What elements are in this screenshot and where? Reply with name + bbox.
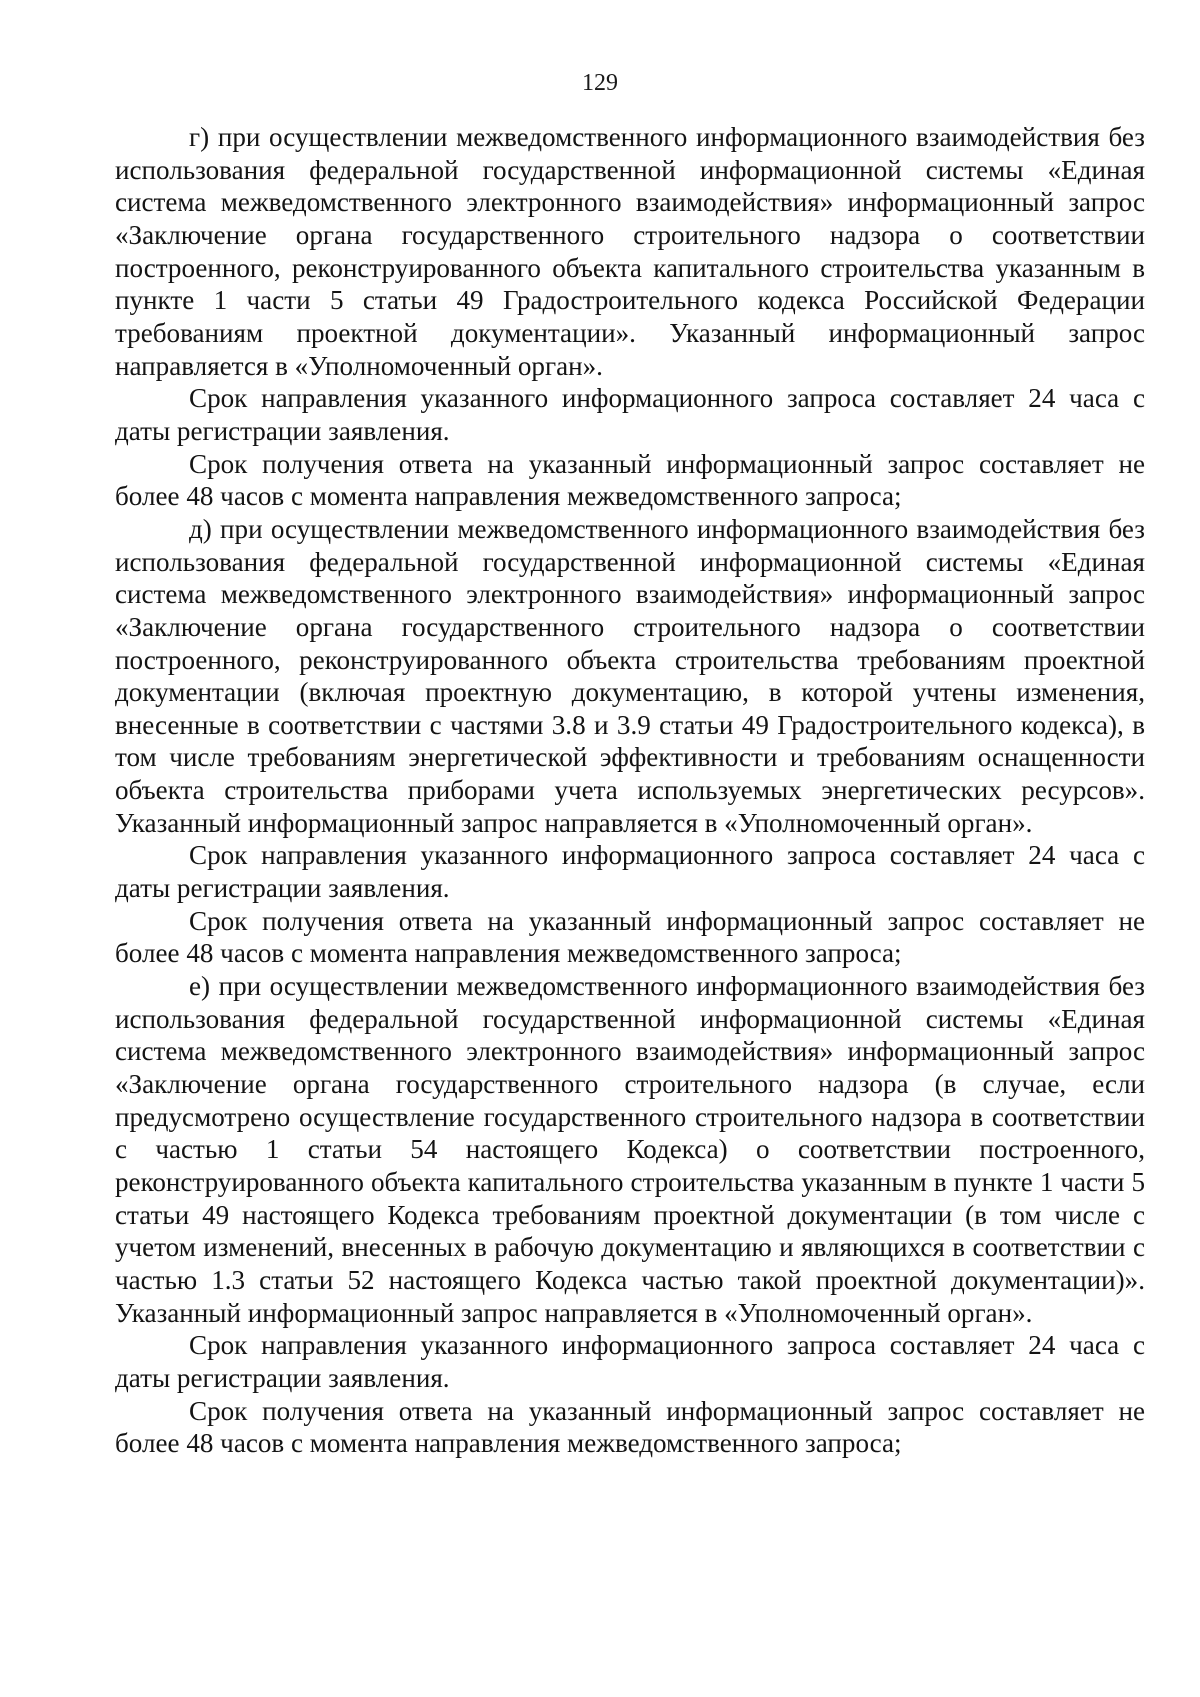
paragraph-deadline-send: Срок направления указанного информационного запроса составляет 24 часа с даты регистрации заявления. [115, 383, 1145, 446]
paragraph-deadline-response: Срок получения ответа на указанный информационный запрос составляет не более 48 часов с момента направления межведомственного запроса; [115, 905, 1145, 969]
paragraph-deadline-send: Срок направления указанного информационного запроса составляет 24 часа с даты регистрации заявления. [115, 1330, 1145, 1393]
paragraph-item-d: д) при осуществлении межведомственного информационного взаимодействия без использования федеральной государственной информационной системы «Единая система межведомственного электронного взаимодействия» информационный запрос «Заключение органа государственного строительного надзора о соответствии построенного, реконструированного объекта строительства требованиям проектной документации (включая проектную документацию, в которой учтены изменения, внесенные в соответствии с частями 3.8 и 3.9 статьи 49 Градостроительного кодекса), в том числе требованиям энергетической эффективности и требованиям оснащенности объекта строительства приборами учета используемых энергетических ресурсов». Указанный информационный запрос направляется в «Уполномоченный орган». [115, 513, 1145, 838]
paragraph-item-g: г) при осуществлении межведомственного информационного взаимодействия без использования федеральной государственной информационной системы «Единая система межведомственного электронного взаимодействия» информационный запрос «Заключение органа государственного строительного надзора о соответствии построенного, реконструированного объекта капитального строительства указанным в пункте 1 части 5 статьи 49 Градостроительного кодекса Российской Федерации требованиям проектной документации». Указанный информационный запрос направляется в «Уполномоченный орган». [115, 122, 1145, 381]
paragraph-deadline-response: Срок получения ответа на указанный информационный запрос составляет не более 48 часов с момента направления межведомственного запроса; [115, 448, 1145, 512]
document-body [115, 121, 1145, 1460]
paragraph-item-e: е) при осуществлении межведомственного информационного взаимодействия без использования федеральной государственной информационной системы «Единая система межведомственного электронного взаимодействия» информационный запрос «Заключение органа государственного строительного надзора (в случае, если предусмотрено осуществление государственного строительного надзора в соответствии с частью 1 статьи 54 настоящего Кодекса) о соответствии построенного, реконструированного объекта капитального строительства указанным в пункте 1 части 5 статьи 49 настоящего Кодекса требованиям проектной документации (в том числе с учетом изменений, внесенных в рабочую документацию и являющихся в соответствии с частью 1.3 статьи 52 настоящего Кодекса частью такой проектной документации)». Указанный информационный запрос направляется в «Уполномоченный орган». [115, 971, 1145, 1328]
paragraph-deadline-response: Срок получения ответа на указанный информационный запрос составляет не более 48 часов с момента направления межведомственного запроса; [115, 1395, 1145, 1459]
page-number: 129 [582, 70, 618, 96]
paragraph-deadline-send: Срок направления указанного информационного запроса составляет 24 часа с даты регистрации заявления. [115, 840, 1145, 904]
